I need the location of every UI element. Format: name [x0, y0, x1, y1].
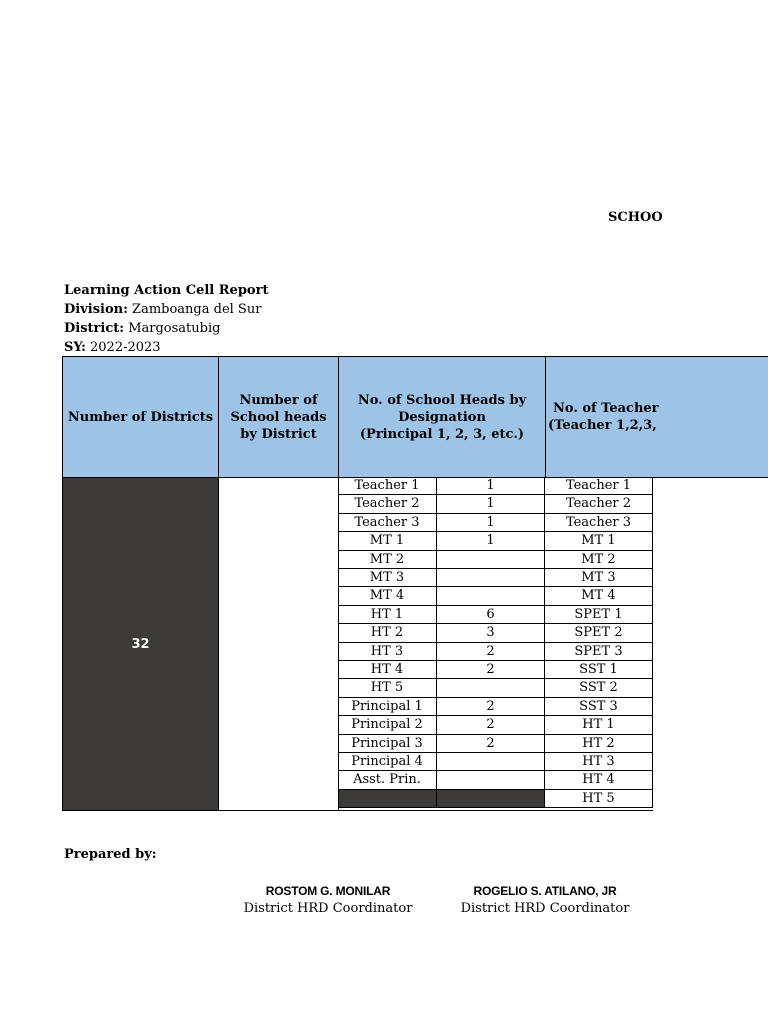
district-count-cell: 32	[62, 477, 219, 811]
header-school-heads-by-designation: No. of School Heads by Designation (Principal 1, 2, 3, etc.)	[338, 356, 546, 478]
count-cell	[437, 771, 545, 789]
district-line: District: Margosatubig	[64, 321, 221, 336]
count-cell	[437, 679, 545, 697]
teacher-designation-cell: Teacher 3	[545, 514, 653, 532]
designation-cell: MT 4	[338, 587, 437, 605]
designation-cell: Principal 1	[338, 698, 437, 716]
designation-cell: Teacher 3	[338, 514, 437, 532]
teacher-designation-cell: HT 2	[545, 735, 653, 753]
teacher-designation-cell: SPET 1	[545, 606, 653, 624]
count-cell	[437, 753, 545, 771]
teacher-designation-cell: Teacher 2	[545, 495, 653, 513]
designation-cell: MT 1	[338, 532, 437, 550]
count-cell: 2	[437, 716, 545, 734]
designation-cell: HT 4	[338, 661, 437, 679]
teacher-designation-cell: SST 2	[545, 679, 653, 697]
count-cell	[437, 790, 545, 808]
designation-cell: HT 2	[338, 624, 437, 642]
teacher-designation-cell: SST 3	[545, 698, 653, 716]
signatory-2	[454, 884, 636, 916]
teacher-designation-cell: HT 5	[545, 790, 653, 808]
signatory-1	[237, 884, 419, 916]
count-cell: 2	[437, 661, 545, 679]
designation-cell: Principal 4	[338, 753, 437, 771]
count-cell: 1	[437, 477, 545, 495]
designation-cell: Teacher 1	[338, 477, 437, 495]
designation-cell: Principal 3	[338, 735, 437, 753]
school-heads-count-cell	[218, 477, 339, 811]
count-cell: 6	[437, 606, 545, 624]
count-cell: 1	[437, 514, 545, 532]
count-cell	[437, 551, 545, 569]
designation-cell: Teacher 2	[338, 495, 437, 513]
designation-cell: HT 5	[338, 679, 437, 697]
teacher-designation-cell: MT 3	[545, 569, 653, 587]
count-cell: 1	[437, 532, 545, 550]
document-title-clipped: SCHOO	[608, 210, 663, 225]
teacher-designation-cell: SPET 3	[545, 643, 653, 661]
signatory-2-role: District HRD Coordinator	[460, 901, 630, 916]
report-title: Learning Action Cell Report	[64, 283, 269, 298]
designation-cell: Principal 2	[338, 716, 437, 734]
header-number-of-teachers: No. of Teacher (Teacher 1,2,3,	[545, 356, 768, 478]
designation-cell: HT 1	[338, 606, 437, 624]
teacher-designation-cell: SPET 2	[545, 624, 653, 642]
teacher-designation-cell: Teacher 1	[545, 477, 653, 495]
division-line: Division: Zamboanga del Sur	[64, 302, 262, 317]
designation-cell: MT 3	[338, 569, 437, 587]
count-cell: 1	[437, 495, 545, 513]
signatory-1-role: District HRD Coordinator	[243, 901, 413, 916]
count-cell: 2	[437, 698, 545, 716]
teacher-designation-cell: MT 1	[545, 532, 653, 550]
teacher-designation-cell: MT 4	[545, 587, 653, 605]
teacher-designation-cell: HT 1	[545, 716, 653, 734]
teacher-designation-cell: MT 2	[545, 551, 653, 569]
prepared-by-label: Prepared by:	[64, 847, 157, 862]
count-cell: 3	[437, 624, 545, 642]
count-cell: 2	[437, 735, 545, 753]
header-number-of-districts: Number of Districts	[62, 356, 219, 478]
designation-cell: MT 2	[338, 551, 437, 569]
signatory-1-name: ROSTOM G. MONILAR	[265, 884, 391, 898]
designation-cell: HT 3	[338, 643, 437, 661]
count-cell	[437, 569, 545, 587]
count-cell: 2	[437, 643, 545, 661]
designation-cell	[338, 790, 437, 808]
report-metadata	[64, 281, 268, 357]
count-cell	[437, 587, 545, 605]
header-school-heads-by-district: Number of School heads by District	[218, 356, 339, 478]
signatory-2-name: ROGELIO S. ATILANO, JR	[473, 884, 617, 898]
designation-cell: Asst. Prin.	[338, 771, 437, 789]
teacher-designation-cell: HT 3	[545, 753, 653, 771]
teacher-designation-cell: HT 4	[545, 771, 653, 789]
teacher-designation-cell: SST 1	[545, 661, 653, 679]
school-year-line: SY: 2022-2023	[64, 340, 161, 355]
